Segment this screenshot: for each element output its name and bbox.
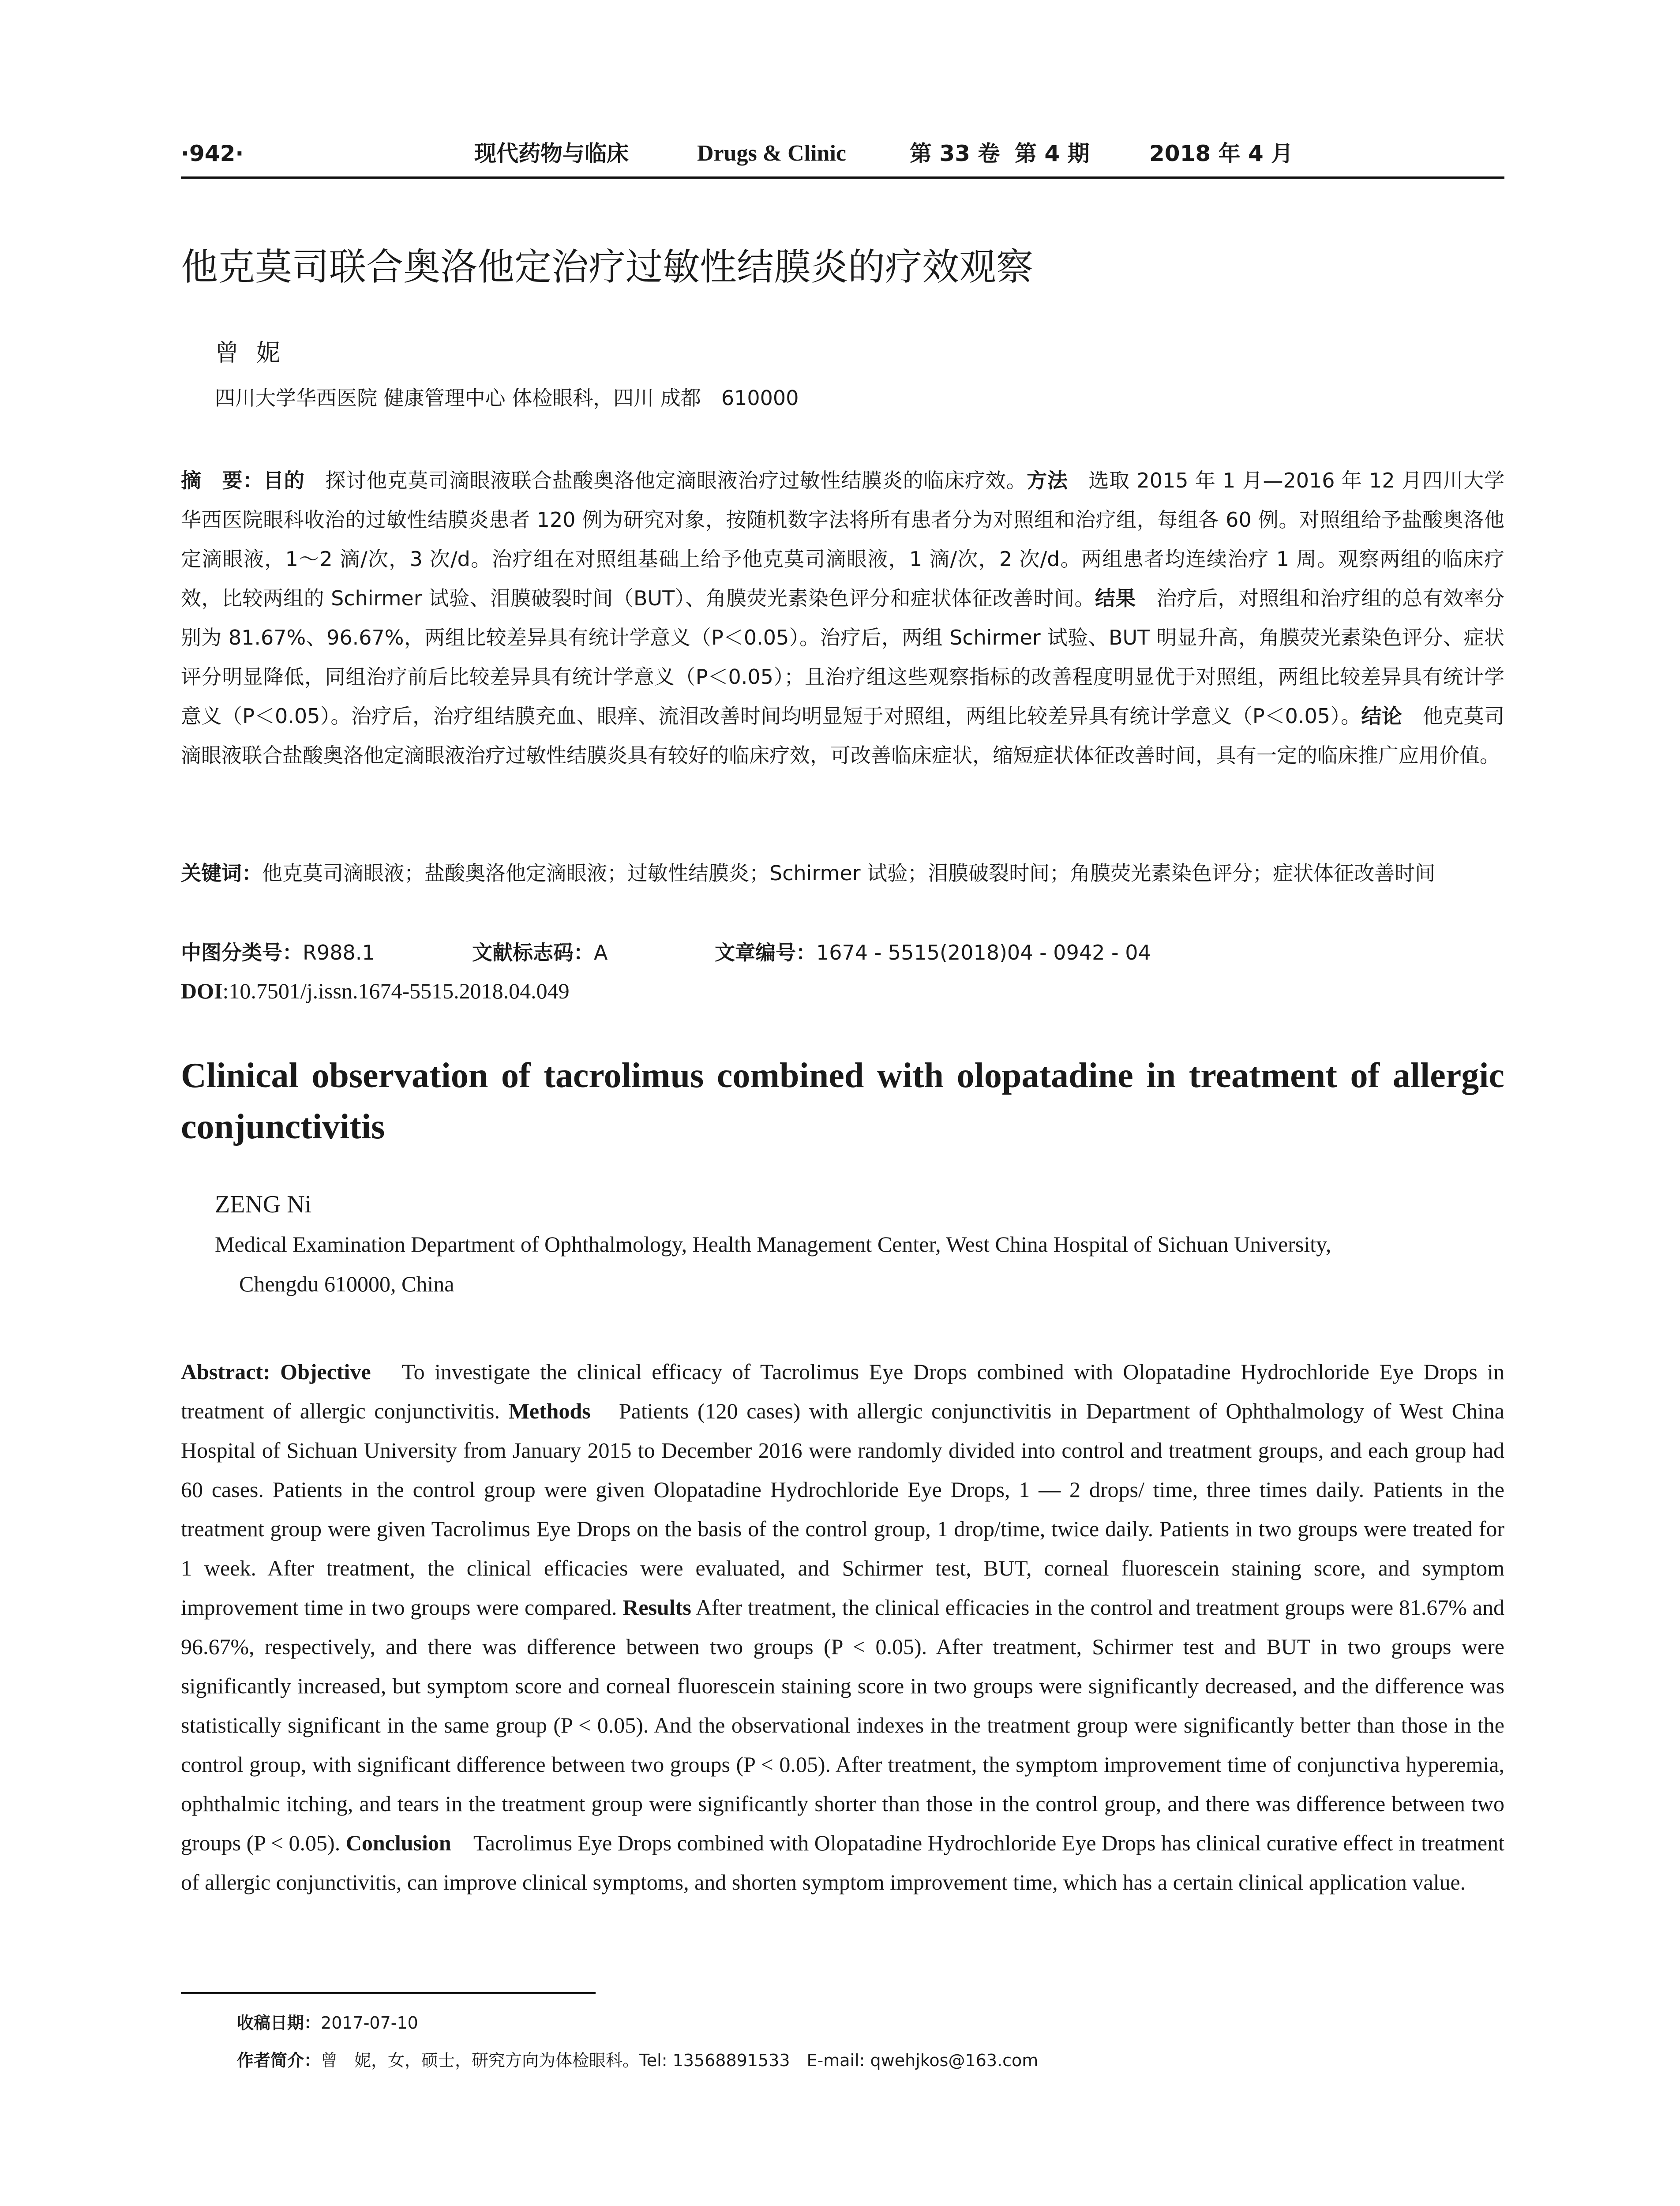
author-info-text: 曾 妮，女，硕士，研究方向为体检眼科。Tel: 13568891533 E-mail: qwehjkos@163.com [321, 2051, 1039, 2070]
abstract-cn-objective: 探讨他克莫司滴眼液联合盐酸奥洛他定滴眼液治疗过敏性结膜炎的临床疗效。 [304, 469, 1027, 492]
abstract-cn-methods-label: 方法 [1027, 469, 1068, 492]
abstract-cn-methods: 选取 2015 年 1 月—2016 年 12 月四川大学华西医院眼科收治的过敏性结膜炎患者 120 例为研究对象，按随机数字法将所有患者分为对照组和治疗组，每组各 60 例。对照组给予盐酸奥洛他定滴眼液，1～2 滴/次，3 次/d。治疗组在对照组基础上给予他克莫司滴眼液，1 滴/次，2 次/d。两组患者均连续治疗 1 周。观察两组的临床疗效，比较两组的 Schirmer 试验、泪膜破裂时间（BUT）、角膜荧光素染色评分和症状体征改善时间。 [181, 469, 1505, 610]
received-date: 2017-07-10 [321, 2013, 418, 2033]
keywords-cn-label: 关键词： [181, 861, 262, 885]
footnote-received [237, 2010, 418, 2036]
abstract-en-results: After treatment, the clinical efficacies in the control and treatment groups were 81.67% and 96.67%, respectively, and there was difference between two groups (P < 0.05). After treatment, Schirmer test and BUT in two groups were significantly increased, but symptom score and corneal fluorescein staining score in two groups were significantly decreased, and the difference was statistically significant in the same group (P < 0.05). And the observational indexes in the treatment group were significantly better than those in the control group, with significant difference between two groups (P < 0.05). After treatment, the symptom improvement time of conjunctiva hyperemia, ophthalmic itching, and tears in the treatment group were significantly shorter than those in the control group, and there was difference between two groups (P < 0.05). [181, 1595, 1504, 1855]
document-code-value: A [594, 941, 608, 964]
document-code [472, 933, 608, 972]
keywords-cn [181, 854, 1504, 893]
abstract-cn-results: 治疗后，对照组和治疗组的总有效率分别为 81.67%、96.67%，两组比较差异具有统计学意义（P＜0.05）。治疗后，两组 Schirmer 试验、BUT 明显升高，角膜荧光素染色评分、症状评分明显降低，同组治疗前后比较差异具有统计学意义（P＜0.05）；且治疗组这些观察指标的改善程度明显优于对照组，两组比较差异具有统计学意义（P＜0.05）。治疗后，治疗组结膜充血、眼痒、流泪改善时间均明显短于对照组，两组比较差异具有统计学意义（P＜0.05）。 [181, 586, 1505, 728]
abstract-cn-conclusion: 他克莫司滴眼液联合盐酸奥洛他定滴眼液治疗过敏性结膜炎具有较好的临床疗效，可改善临床症状，缩短症状体征改善时间，具有一定的临床推广应用价值。 [181, 704, 1505, 767]
abstract-en-label: Abstract: [181, 1359, 270, 1384]
journal-issue: 第 4 期 [1015, 141, 1090, 166]
abstract-en-methods-label: Methods [508, 1399, 591, 1423]
header-rule [181, 176, 1504, 179]
classification-row [181, 933, 1504, 972]
clc-value: R988.1 [303, 941, 375, 964]
article-number-value: 1674 - 5515(2018)04 - 0942 - 04 [816, 941, 1151, 964]
abstract-cn-results-label: 结果 [1095, 586, 1136, 610]
abstract-cn-label: 摘 要： [181, 469, 264, 492]
doi-value: :10.7501/j.issn.1674-5515.2018.04.049 [222, 979, 570, 1003]
affiliation-en-line1: Medical Examination Department of Ophthalmology, Health Management Center, West China Hospital of Sichuan University, [215, 1232, 1331, 1257]
document-code-label: 文献标志码： [472, 941, 594, 964]
keywords-cn-text: 他克莫司滴眼液；盐酸奥洛他定滴眼液；过敏性结膜炎；Schirmer 试验；泪膜破裂时间；角膜荧光素染色评分；症状体征改善时间 [262, 861, 1436, 885]
abstract-cn [181, 461, 1504, 775]
doi-label: DOI [181, 979, 223, 1003]
abstract-en-results-label: Results [622, 1595, 691, 1620]
affiliation-cn: 四川大学华西医院 健康管理中心 体检眼科，四川 成都 610000 [215, 386, 799, 410]
affiliation-en [215, 1224, 1504, 1304]
clc-code [181, 933, 375, 972]
title-en: Clinical observation of tacrolimus combined with olopatadine in treatment of allergic conjunctivitis [181, 1056, 1504, 1146]
page-number: ·942· [181, 141, 244, 166]
author-en: ZENG Ni [215, 1191, 312, 1218]
abstract-en-objective-label: Objective [280, 1359, 371, 1384]
abstract-en [181, 1352, 1504, 1902]
abstract-en-objective: To investigate the clinical efficacy of Tacrolimus Eye Drops combined with Olopatadine Hydrochloride Eye Drops in treatment of allergic conjunctivitis. [181, 1359, 1504, 1423]
abstract-en-conclusion: Tacrolimus Eye Drops combined with Olopatadine Hydrochloride Eye Drops has clinical curative effect in treatment of allergic conjunctivitis, can improve clinical symptoms, and shorten symptom improvement time, which has a certain clinical application value. [181, 1831, 1504, 1895]
affiliation-en-line2: Chengdu 610000, China [239, 1272, 454, 1296]
journal-name-en: Drugs & Clinic [697, 141, 846, 166]
author-cn: 曾妮 [215, 339, 298, 367]
article-number [715, 933, 1151, 972]
footnote-author-info [237, 2047, 1038, 2074]
title-cn: 他克莫司联合奥洛他定治疗过敏性结膜炎的疗效观察 [181, 245, 1034, 289]
received-label: 收稿日期： [237, 2013, 321, 2033]
journal-name-cn: 现代药物与临床 [474, 141, 629, 166]
author-info-label: 作者简介： [237, 2051, 321, 2070]
clc-label: 中图分类号： [181, 941, 303, 964]
abstract-cn-conclusion-label: 结论 [1361, 704, 1402, 728]
doi[interactable] [181, 972, 570, 1011]
journal-volume: 第 33 卷 [910, 141, 1000, 166]
abstract-en-methods: Patients (120 cases) with allergic conjunctivitis in Department of Ophthalmology of West China Hospital of Sichuan University from January 2015 to December 2016 were randomly divided into control and treatment groups, and each group had 60 cases. Patients in the control group were given Olopatadine Hydrochloride Eye Drops, 1 — 2 drops/ time, three times daily. Patients in the treatment group were given Tacrolimus Eye Drops on the basis of the control group, 1 drop/time, twice daily. Patients in two groups were treated for 1 week. After treatment, the clinical efficacies were evaluated, and Schirmer test, BUT, corneal fluorescein staining score, and symptom improvement time in two groups were compared. [181, 1399, 1504, 1620]
article-number-label: 文章编号： [715, 941, 816, 964]
journal-date: 2018 年 4 月 [1149, 141, 1294, 166]
abstract-en-conclusion-label: Conclusion [345, 1831, 451, 1855]
footnote-rule [181, 1992, 596, 1994]
abstract-cn-objective-label: 目的 [263, 469, 305, 492]
